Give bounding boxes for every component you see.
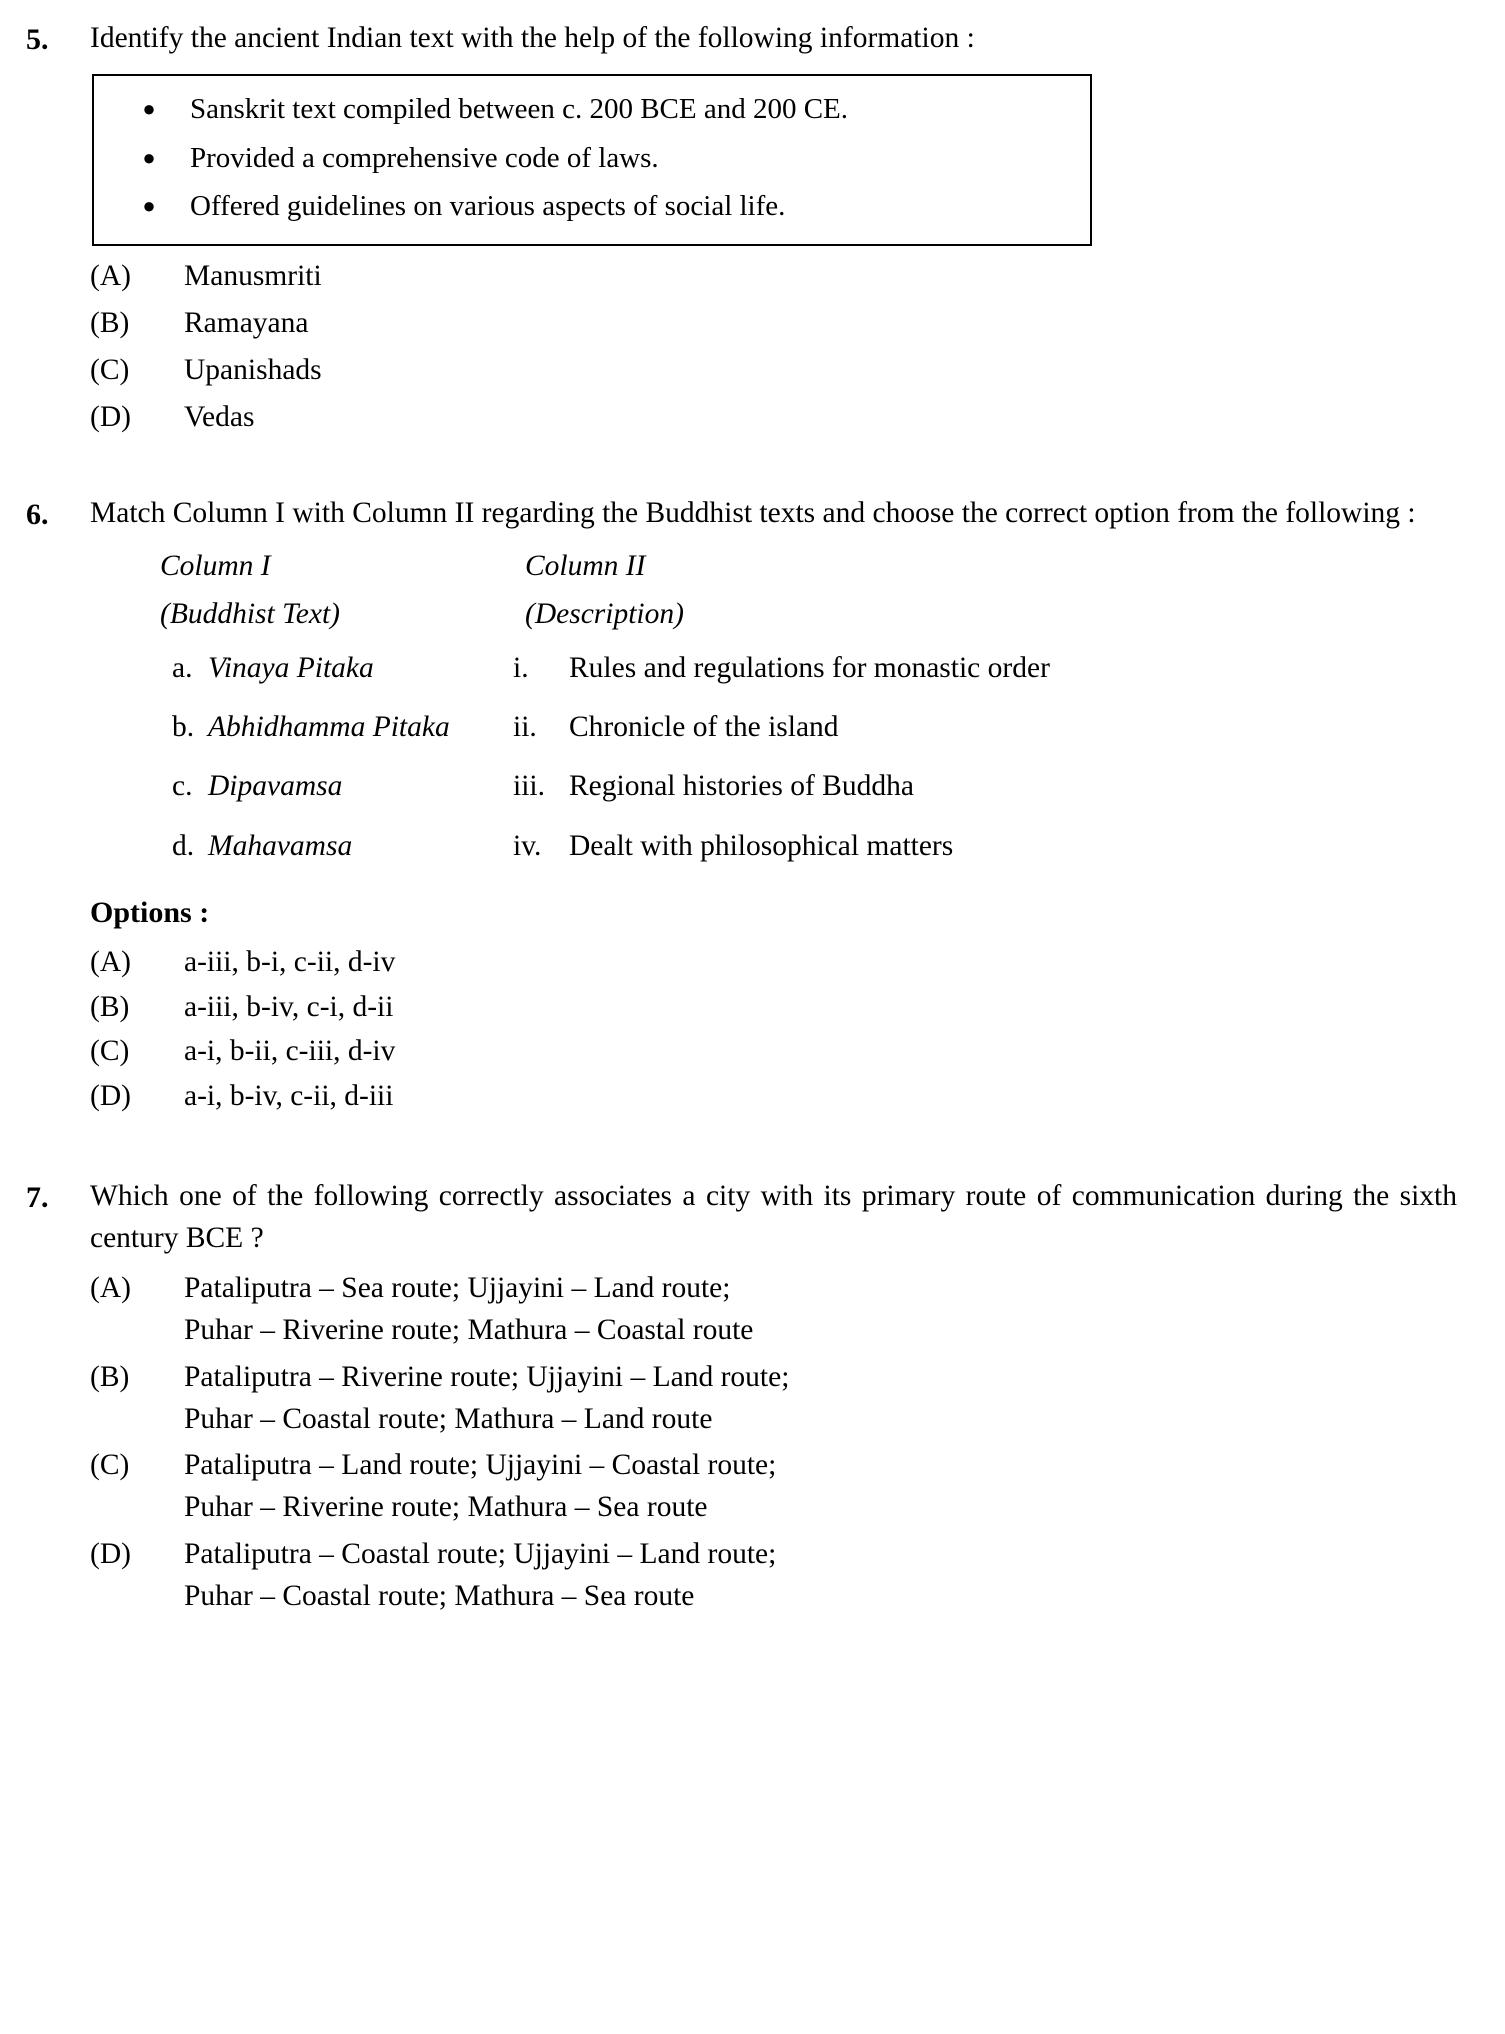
option-text <box>184 1534 1457 1618</box>
question-stem-6: Match Column I with Column II regarding the Buddhist texts and choose the correct option from the following : <box>90 497 1416 530</box>
option-text: Vedas <box>184 400 255 433</box>
option-text: a-i, b-ii, c-iii, d-iv <box>184 1035 396 1068</box>
option-label: (A) <box>90 945 131 978</box>
column-2-value: Dealt with philosophical matters <box>569 829 954 862</box>
column-2-key: iv. <box>513 829 542 862</box>
option-row-a[interactable] <box>90 941 1457 986</box>
option-row-d[interactable] <box>90 1532 1457 1621</box>
option-text <box>184 1445 1457 1529</box>
question-stem-5: Identify the ancient Indian text with the help of the following information : <box>90 22 975 54</box>
option-label: (A) <box>90 259 131 292</box>
table-row <box>160 698 1457 757</box>
column-1-key: c. <box>172 770 193 803</box>
option-text: a-iii, b-iv, c-i, d-ii <box>184 990 394 1023</box>
match-table-header-subtitles <box>160 591 1457 639</box>
column-1-key: d. <box>172 829 195 862</box>
table-row <box>160 817 1457 876</box>
question-block-5 <box>18 18 1457 441</box>
column-1-value: Dipavamsa <box>208 770 343 803</box>
option-text-line-1: Pataliputra – Sea route; Ujjayini – Land route; <box>184 1271 731 1304</box>
column-2-key: iii. <box>513 770 545 803</box>
info-list-item <box>108 183 1076 232</box>
question-body-5 <box>90 18 1457 441</box>
option-text: Ramayana <box>184 306 309 339</box>
option-text-line-2: Puhar – Riverine route; Mathura – Coastal route <box>184 1313 754 1346</box>
column-1-value: Mahavamsa <box>208 829 353 862</box>
option-row-b[interactable] <box>90 986 1457 1031</box>
question-body-6 <box>90 493 1457 1120</box>
match-table-header-titles <box>160 543 1457 591</box>
question-spacer <box>18 441 1457 493</box>
option-label: (C) <box>90 353 130 386</box>
column-1-key: a. <box>172 651 193 684</box>
option-text: Upanishads <box>184 353 322 386</box>
option-label: (D) <box>90 1080 131 1113</box>
option-row-b[interactable] <box>90 301 1457 348</box>
option-row-d[interactable] <box>90 1075 1457 1120</box>
option-row-a[interactable] <box>90 254 1457 301</box>
option-text-line-2: Puhar – Riverine route; Mathura – Sea route <box>184 1491 708 1524</box>
match-column-table <box>160 543 1457 876</box>
table-row <box>160 639 1457 698</box>
question-spacer <box>18 1120 1457 1176</box>
table-row <box>160 757 1457 816</box>
option-text-line-1: Pataliputra – Coastal route; Ujjayini – Land route; <box>184 1538 777 1571</box>
option-label: (B) <box>90 990 130 1023</box>
info-list-item <box>108 86 1076 135</box>
option-label: (C) <box>90 1449 130 1482</box>
option-text-line-1: Pataliputra – Land route; Ujjayini – Coastal route; <box>184 1449 777 1482</box>
bullet-icon: ● <box>142 95 156 121</box>
question-number-6: 6. <box>26 498 49 532</box>
option-list-7 <box>90 1266 1457 1621</box>
column-1-value: Vinaya Pitaka <box>208 651 374 684</box>
column-1-value: Abhidhamma Pitaka <box>208 711 450 744</box>
option-text: a-iii, b-i, c-ii, d-iv <box>184 945 396 978</box>
info-list-item-text: Provided a comprehensive code of laws. <box>190 141 659 174</box>
info-list-item <box>108 135 1076 184</box>
option-label: (C) <box>90 1035 130 1068</box>
column-2-value: Regional histories of Buddha <box>569 770 914 803</box>
option-list-5 <box>90 254 1457 442</box>
column-2-key: i. <box>513 651 529 684</box>
bullet-icon: ● <box>142 144 156 170</box>
question-body-7 <box>90 1176 1457 1621</box>
question-block-6 <box>18 493 1457 1120</box>
bullet-icon: ● <box>142 193 156 219</box>
info-list-item-text: Offered guidelines on various aspects of social life. <box>190 190 786 223</box>
option-row-c[interactable] <box>90 1030 1457 1075</box>
option-text <box>184 1268 1457 1352</box>
column-1-key: b. <box>172 711 195 744</box>
option-text <box>184 1357 1457 1441</box>
question-stem-7: Which one of the following correctly associates a city with its primary route of communication during the sixth century BCE ? <box>90 1180 1457 1255</box>
option-row-a[interactable] <box>90 1266 1457 1355</box>
options-heading: Options : <box>90 896 210 930</box>
column-2-title: Column II <box>525 550 646 583</box>
option-text-line-2: Puhar – Coastal route; Mathura – Land route <box>184 1402 713 1435</box>
column-1-subtitle: (Buddhist Text) <box>160 598 340 631</box>
question-number-7: 7. <box>26 1181 49 1215</box>
option-text-line-2: Puhar – Coastal route; Mathura – Sea route <box>184 1580 695 1613</box>
option-row-d[interactable] <box>90 395 1457 442</box>
option-text: Manusmriti <box>184 259 322 292</box>
option-label: (B) <box>90 306 130 339</box>
option-label: (D) <box>90 400 131 433</box>
column-2-value: Chronicle of the island <box>569 711 839 744</box>
column-2-value: Rules and regulations for monastic order <box>569 651 1050 684</box>
column-2-key: ii. <box>513 711 537 744</box>
option-label: (B) <box>90 1360 130 1393</box>
question-number-5: 5. <box>26 23 49 56</box>
column-2-subtitle: (Description) <box>525 598 684 631</box>
option-label: (A) <box>90 1271 131 1304</box>
option-row-c[interactable] <box>90 1443 1457 1532</box>
info-box-5 <box>92 74 1092 246</box>
option-label: (D) <box>90 1538 131 1571</box>
info-list-item-text: Sanskrit text compiled between c. 200 BCE and 200 CE. <box>190 92 849 125</box>
option-row-b[interactable] <box>90 1355 1457 1444</box>
question-block-7 <box>18 1176 1457 1621</box>
column-1-title: Column I <box>160 550 271 583</box>
option-text-line-1: Pataliputra – Riverine route; Ujjayini – Land route; <box>184 1360 790 1393</box>
option-row-c[interactable] <box>90 348 1457 395</box>
option-text: a-i, b-iv, c-ii, d-iii <box>184 1080 394 1113</box>
option-list-6 <box>90 941 1457 1121</box>
